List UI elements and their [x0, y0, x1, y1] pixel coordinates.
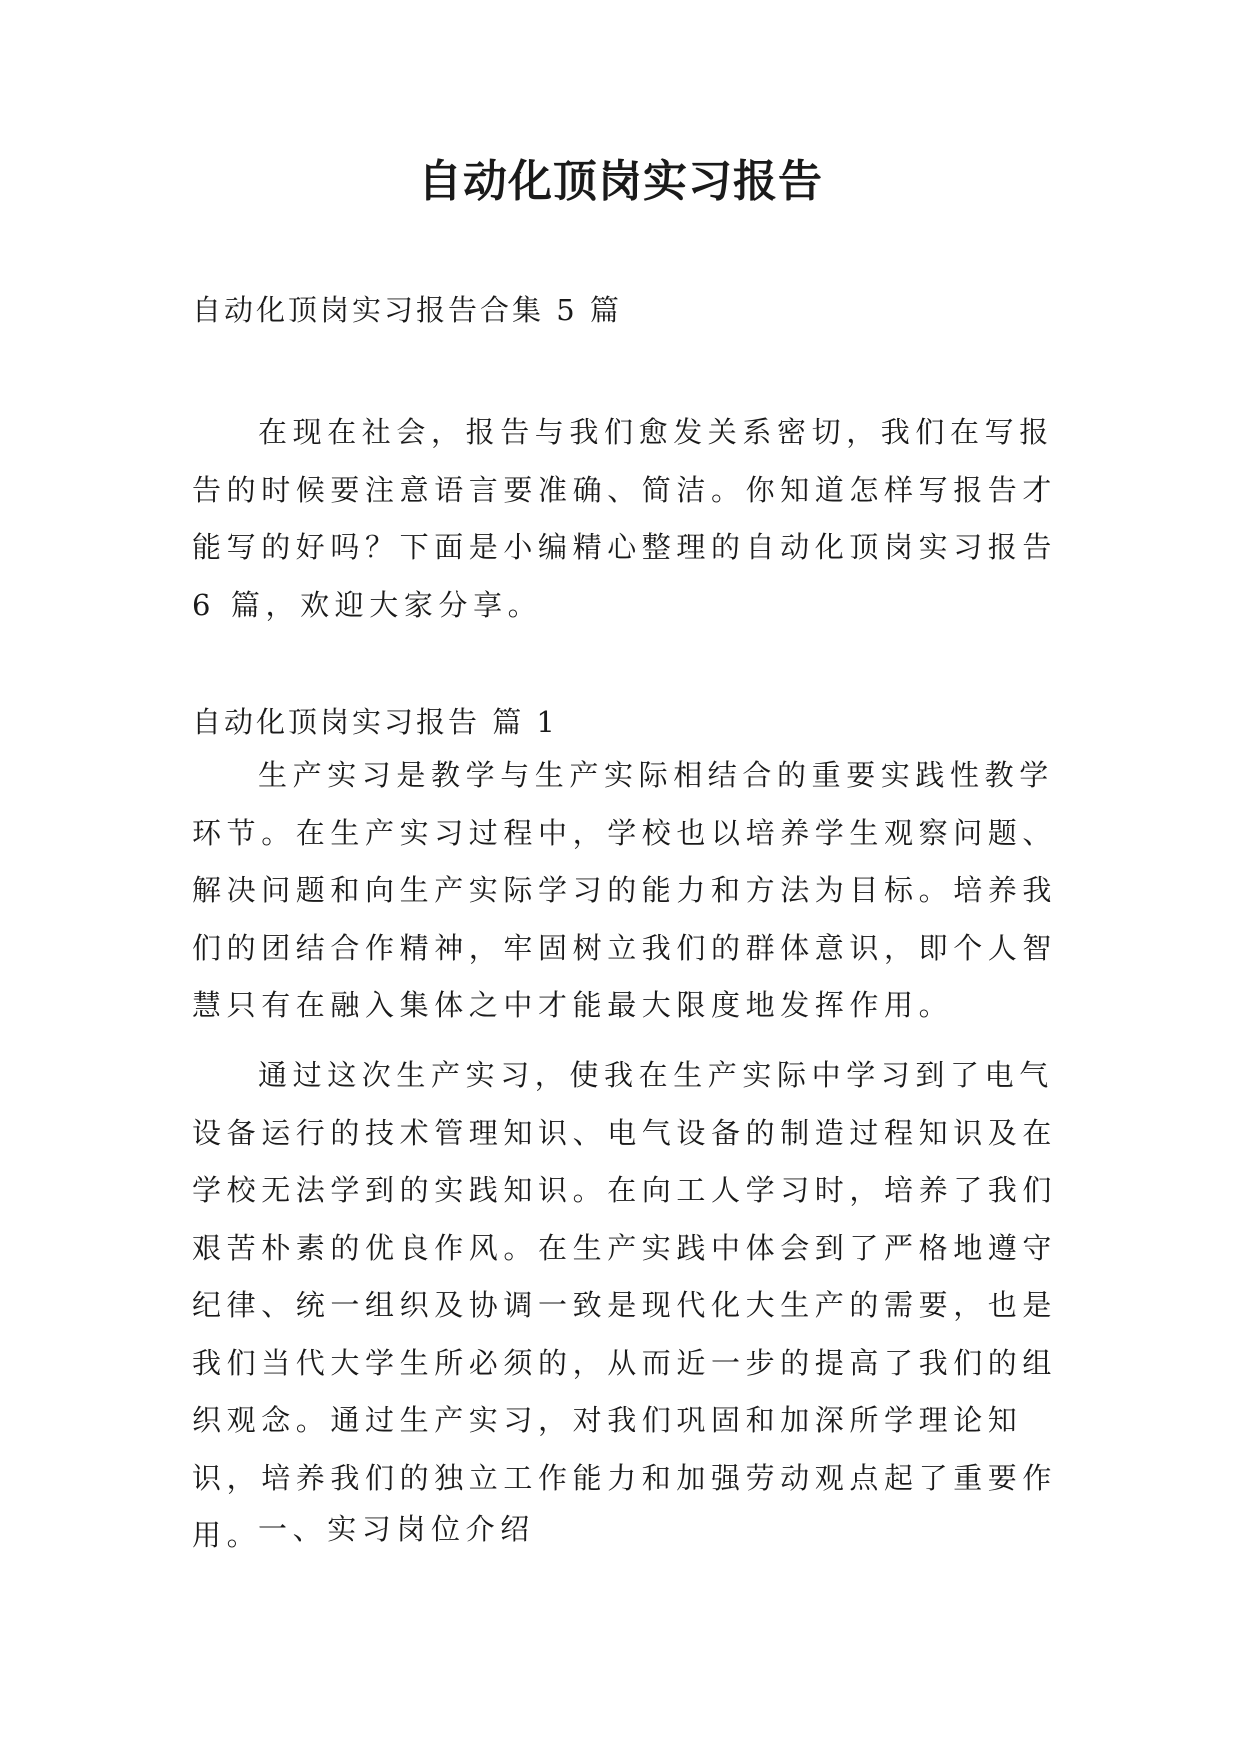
body-paragraph: 生产实习是教学与生产实际相结合的重要实践性教学环节。在生产实习过程中，学校也以培养学生观察问题、解决问题和向生产实际学习的能力和方法为目标。培养我们的团结合作精神，牢固树立我们的群体意识，即个人智慧只有在融入集体之中才能最大限度地发挥作用。 — [192, 758, 1058, 1022]
document-subtitle: 自动化顶岗实习报告合集 5 篇 — [192, 293, 622, 327]
subsection-heading: 一、实习岗位介绍 — [258, 1512, 535, 1546]
document-title: 自动化顶岗实习报告 — [418, 156, 823, 207]
section-heading: 自动化顶岗实习报告 篇 1 — [192, 705, 558, 739]
body-paragraph: 通过这次生产实习，使我在生产实际中学习到了电气设备运行的技术管理知识、电气设备的制造过程知识及在学校无法学到的实践知识。在向工人学习时，培养了我们艰苦朴素的优良作风。在生产实践中体会到了严格地遵守纪律、统一组织及协调一致是现代化大生产的需要，也是我们当代大学生所必须的，从而近一步的提高了我们的组织观念。通过生产实习，对我们巩固和加深所学理论知识，培养我们的独立工作能力和加强劳动观点起了重要作用。 — [192, 1058, 1058, 1552]
intro-paragraph: 在现在社会，报告与我们愈发关系密切，我们在写报告的时候要注意语言要准确、简洁。你知道怎样写报告才能写的好吗？下面是小编精心整理的自动化顶岗实习报告 6 篇，欢迎大家分享。 — [192, 415, 1058, 622]
